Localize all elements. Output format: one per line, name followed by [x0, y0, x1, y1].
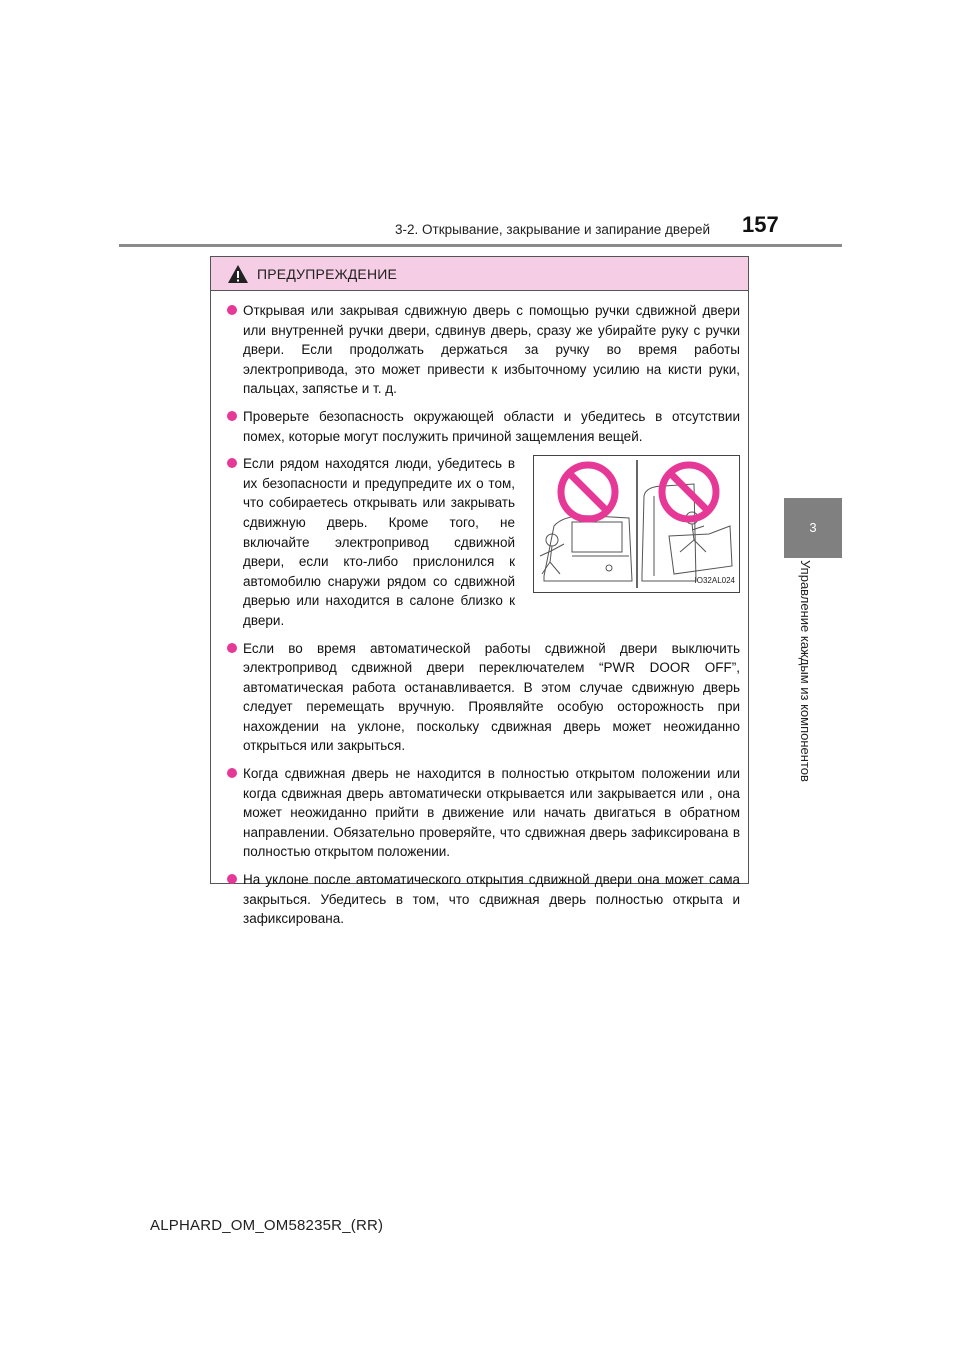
warning-item-surroundings: Проверьте безопасность окружающей области и убедитесь в отсутствии помех, которые могут послужить причиной защемления вещей.	[227, 407, 740, 446]
section-title: 3-2. Открывание, закрывание и запирание дверей	[395, 222, 711, 237]
warning-item-slope: На уклоне после автоматического открытия сдвижной двери она может сама закрыться. Убедитесь в том, что сдвижная дверь полностью открыта и зафиксирована.	[227, 870, 740, 929]
warning-box	[210, 256, 749, 927]
prohibition-illustration	[533, 455, 740, 593]
warning-item-pwr-door-off: Если во время автоматической работы сдвижной двери выключить электропривод сдвижной двери переключателем “PWR DOOR OFF”, автоматическая работа останавливается. В этом случае сдвижную дверь следует перемещать вручную. Проявляйте особую осторожность при нахождении на уклоне, поскольку сдвижная дверь может неожиданно открыться или закрыться.	[227, 639, 740, 757]
warning-body	[211, 291, 748, 929]
prohibition-sign-right-icon	[662, 465, 716, 519]
page-number: 157	[742, 212, 779, 237]
warning-title: ПРЕДУПРЕЖДЕНИЕ	[257, 265, 398, 282]
warning-item-not-fully-open: Когда сдвижная дверь не находится в полностью открытом положении или когда сдвижная дверь автоматически открывается или закрывается или , она может неожиданно прийти в движение или начать двигаться в обратном направлении. Обязательно проверяйте, что сдвижная дверь зафиксирована в полностью открытом положении.	[227, 764, 740, 862]
header-divider	[119, 244, 842, 247]
chapter-number: 3	[809, 520, 817, 535]
chapter-title: Управление каждым из компонентов	[798, 560, 813, 782]
figure-code: IO32AL024	[694, 575, 735, 585]
warning-item-handle: Открывая или закрывая сдвижную дверь с помощью ручки сдвижной двери или внутренней ручки двери, сдвинув дверь, сразу же убирайте руку с ручки двери. Если продолжать держаться за ручку во время работы электропривода, это может привести к избыточному усилию на кисти руки, пальцах, запястье и т. д.	[227, 301, 740, 399]
document-id: ALPHARD_OM_OM58235R_(RR)	[150, 1217, 384, 1234]
prohibition-sign-left-icon	[561, 465, 615, 519]
warning-header	[211, 257, 748, 291]
warning-item-with-figure	[227, 454, 740, 630]
warning-item-people: Если рядом находятся люди, убедитесь в их безопасности и предупредите их о том, что собираетесь открывать или закрывать сдвижную дверь. Кроме того, не включайте электропривод сдвижной двери, если кто-либо прислонился к автомобилю снаружи рядом со сдвижной дверью или находится в салоне близко к двери.	[227, 454, 515, 630]
warning-triangle-icon	[227, 264, 249, 284]
